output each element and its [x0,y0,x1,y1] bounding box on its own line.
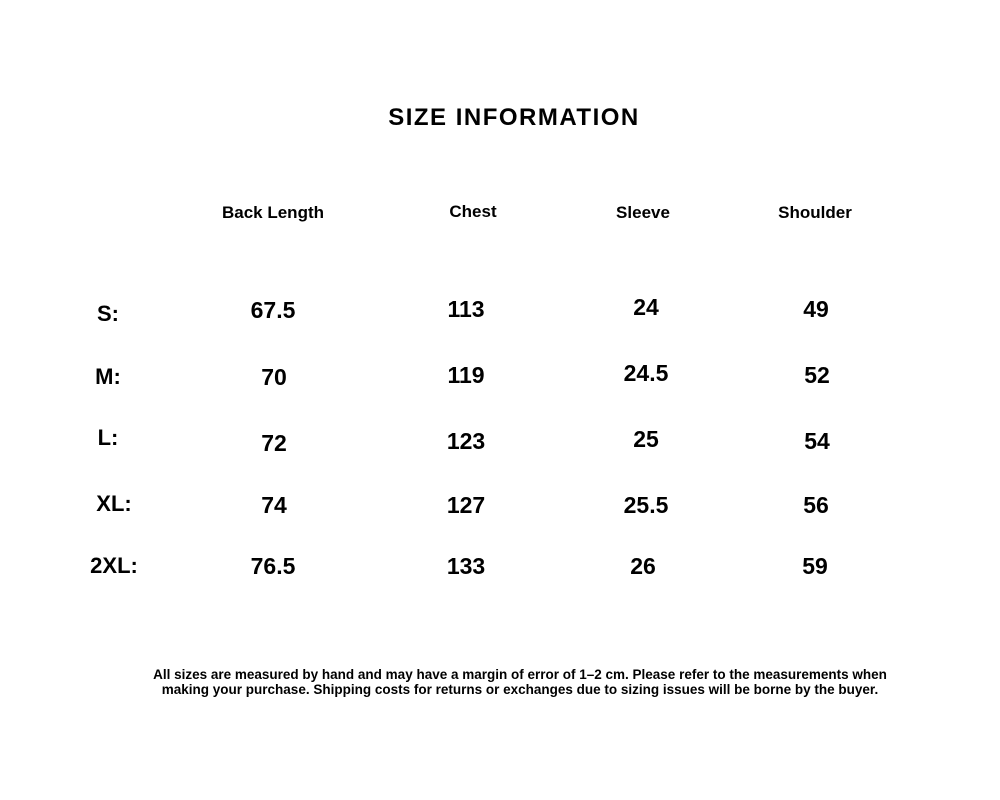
table-cell: 59 [802,553,828,579]
table-cell: 25.5 [623,492,669,518]
size-label-l: L: [97,425,119,450]
column-header-back-length: Back Length [221,203,325,222]
table-cell: 119 [447,362,485,388]
column-header-shoulder: Shoulder [778,203,852,222]
measurement-disclaimer [60,667,960,697]
table-cell: 70 [261,364,287,390]
table-cell: 24 [633,294,659,320]
table-cell: 26 [630,553,656,579]
table-cell: 54 [804,428,830,454]
table-cell: 67.5 [250,297,296,323]
table-cell: 113 [447,296,485,322]
size-label-2xl: 2XL: [90,553,138,578]
table-cell: 49 [803,296,829,322]
column-header-sleeve: Sleeve [616,203,670,222]
table-cell: 74 [261,492,287,518]
table-cell: 56 [803,492,829,518]
size-label-xl: XL: [96,491,132,516]
disclaimer-line-2: making your purchase. Shipping costs for returns or exchanges due to sizing issues will be borne by the buyer. [161,682,879,697]
table-cell: 123 [446,428,486,454]
column-header-chest: Chest [449,202,497,221]
size-label-m: M: [95,364,121,389]
table-cell: 76.5 [250,553,296,579]
table-cell: 72 [261,430,287,456]
page-title: SIZE INFORMATION [388,104,640,131]
table-cell: 133 [446,553,486,579]
table-cell: 24.5 [623,360,669,386]
disclaimer-line-1: All sizes are measured by hand and may have a margin of error of 1–2 cm. Please refer to the measurements when [153,667,887,682]
table-cell: 127 [446,492,486,518]
table-cell: 25 [633,426,659,452]
size-label-s: S: [97,301,119,326]
table-cell: 52 [804,362,830,388]
